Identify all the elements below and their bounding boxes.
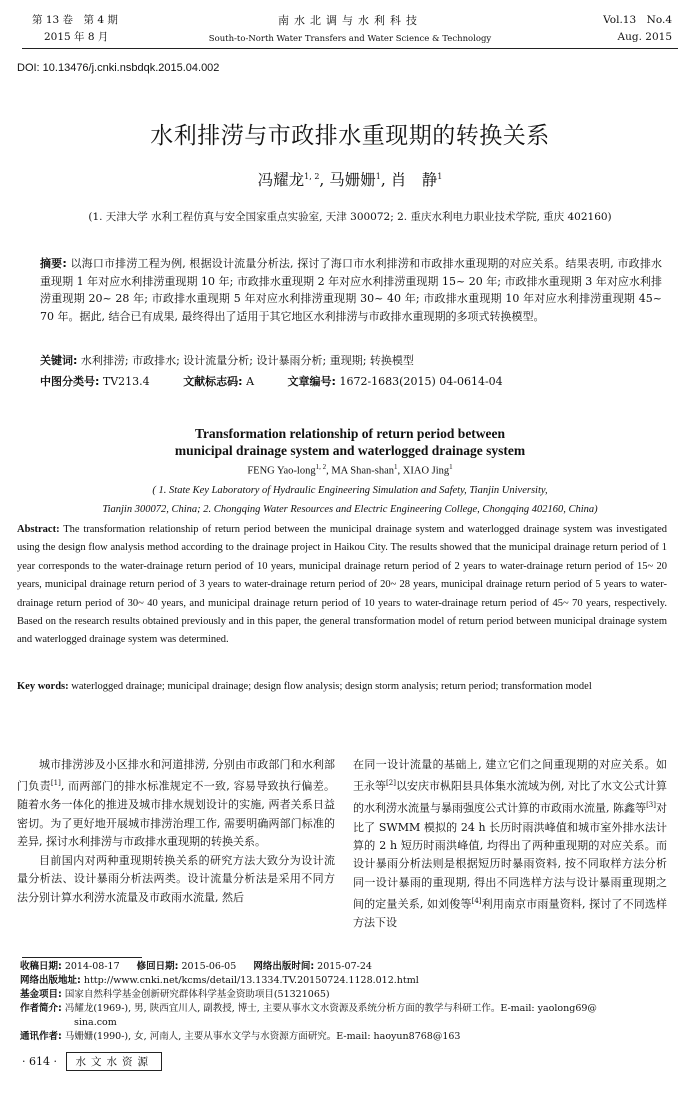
article-no-label: 文章编号: <box>287 375 336 388</box>
keywords-cn-label: 关键词: <box>40 354 78 367</box>
author-1-affil: 1, 2 <box>304 171 320 181</box>
author-2: 马姗姗 <box>329 171 376 189</box>
english-title <box>0 425 700 459</box>
journal-section-box: 水文水资源 <box>66 1052 162 1071</box>
clc-label: 中图分类号: <box>40 375 100 388</box>
keywords-en <box>17 678 667 696</box>
online-url-line: 网络出版地址: http://www.cnki.net/kcms/detail/13.1334.TV.20150724.1128.012.html <box>20 975 419 986</box>
online-url[interactable]: http://www.cnki.net/kcms/detail/13.1334.TV.20150724.1128.012.html <box>83 975 419 986</box>
footnote-rule <box>22 957 142 958</box>
english-authors: FENG Yao-long$^{1, 2}$, MA Shan-shan$^1$, XIAO Jing$^1$ <box>247 463 453 477</box>
issue-date-en: Aug. 2015 <box>617 31 672 43</box>
clc-value: TV213.4 <box>102 375 150 388</box>
body-paragraph-3: 在同一设计流量的基础上, 建立它们之间重现期的对应关系。如王永等[2]以安庆市枞阳县具体集水流域为例, 对比了水文公式计算的水利涝水流量与暴雨强度公式计算的市政雨水流量, 陈鑫等[3]对比了 SWMM 模拟的 24 h 长历时雨洪峰值和城市室外排水法计算的 2 h 短历时雨洪峰值, 均得出了两种重现期的对应关系。而设计暴雨分析法则是根据短历时暴雨资料, 按不同取样方法分析同一设计暴雨的重现期, 得出不同选样方法与设计暴雨重现期之间的定量关系, 如刘俊等[4]利用南京市雨量资料, 探讨了不同选样方法下设 <box>353 758 668 930</box>
abstract-cn-label: 摘要: <box>40 257 67 270</box>
dates-line: 收稿日期: 2014-08-17 修回日期: 2015-06-05 网络出版时间: 2015-07-24 <box>20 961 372 972</box>
keywords-en-label: Key words: <box>17 681 69 692</box>
citation-4: [4] <box>471 897 482 906</box>
abstract-en <box>17 521 667 650</box>
footnotes <box>20 960 670 1044</box>
doc-code-value: A <box>246 375 255 388</box>
doi[interactable]: DOI: 10.13476/j.cnki.nsbdqk.2015.04.002 <box>17 62 220 74</box>
author-bio-email-cont: sina.com <box>74 1017 117 1028</box>
keywords-cn <box>40 352 662 370</box>
author-1: 冯耀龙 <box>257 171 305 189</box>
journal-name-en: South-to-North Water Transfers and Water Science & Technology <box>208 34 492 44</box>
keywords-cn-text: 水利排涝; 市政排水; 设计流量分析; 设计暴雨分析; 重现期; 转换模型 <box>80 354 414 367</box>
body-paragraph-1: 城市排涝涉及小区排水和河道排涝, 分别由市政部门和水利部门负责[1], 而两部门的排水标准规定不一致, 容易导致执行偏差。随着水务一体化的推进及城市排水规划设计的实施, 两者关系日益密切。为了更好地开展城市排涝治理工作, 需要明确两部门标准的差异, 探讨水利排涝与市政排水重现期的转换关系。 <box>17 758 335 849</box>
body-paragraph-2: 目前国内对两种重现期转换关系的研究方法大致分为设计流量分析法、设计暴雨分析法两类。设计流量分析法是采用不同方法分别计算水利涝水流量及市政雨水流量, 然后 <box>17 853 335 904</box>
english-title-line-2: municipal drainage system and waterlogged drainage system <box>174 443 526 458</box>
footer <box>22 1052 162 1071</box>
author-3-affil: 1 <box>437 171 443 181</box>
english-affiliation-line-2: Tianjin 300072, China; 2. Chongqing Water Resources and Electric Engineering College, Chongqing 402160, China) <box>102 504 598 515</box>
header-rule <box>22 48 678 49</box>
page-number: · 614 · <box>22 1055 57 1068</box>
keywords-en-text: waterlogged drainage; municipal drainage; design flow analysis; design storm analysis; return period; transformation model <box>71 681 592 692</box>
classification-line <box>40 373 662 391</box>
author-2-affil: 1 <box>375 171 381 181</box>
abstract-en-text: The transformation relationship of return period between the municipal drainage system and waterlogged drainage system was investigated using the design flow analysis method according to the drainage project in Haikou City. The results showed that the municipal drainage return period of 1 year corresponds to the water-drainage return period of 10 years, municipal drainage return period of 2 years to water-drainage return period of 15~ 20 years, municipal drainage return period of 3 years to water-drainage return period of 20~ 28 years, municipal drainage return period of 5 years to water-drainage return period of 30~ 40 years, and municipal drainage return period of 10 years to water-drainage return period of 45~ 70 years, respectively. Based on the research results obtained previously and in this paper, the general transformation model of return period between municipal drainage system and waterlogged drainage system was determined. <box>17 524 667 646</box>
authors: 冯耀龙$^{1, 2}$, 马姗姗$^1$, 肖 静$^1$ <box>257 171 443 189</box>
fund-line: 基金项目: 国家自然科学基金创新研究群体科学基金资助项目(51321065) <box>20 989 330 1000</box>
abstract-en-label: Abstract: <box>17 524 60 535</box>
citation-3: [3] <box>646 801 656 810</box>
citation-1: [1] <box>50 779 61 788</box>
body-left-column <box>17 756 335 907</box>
page-title: 水利排涝与市政排水重现期的转换关系 <box>150 123 550 149</box>
corresponding-author-line: 通讯作者: 马姗姗(1990-), 女, 河南人, 主要从事水文学与水资源方面研究。E-mail: haoyun8768@163 <box>20 1031 461 1042</box>
journal-name-cn: 南水北调与水利科技 <box>278 14 422 27</box>
doc-code-label: 文献标志码: <box>183 375 243 388</box>
body-right-column <box>353 756 667 933</box>
affiliation: (1. 天津大学 水利工程仿真与安全国家重点实验室, 天津 300072; 2. 重庆水利电力职业技术学院, 重庆 402160) <box>88 211 612 223</box>
article-no-value: 1672-1683(2015) 04-0614-04 <box>339 375 503 388</box>
citation-2: [2] <box>386 779 396 788</box>
volume-number-en: Vol.13 No.4 <box>603 14 672 26</box>
volume-issue: 第 13 卷 第 4 期 <box>32 14 118 26</box>
author-3: 肖 静 <box>390 171 438 189</box>
english-affiliation-line-1: ( 1. State Key Laboratory of Hydraulic Engineering Simulation and Safety, Tianjin University, <box>152 485 548 496</box>
author-bio-line: 作者简介: 冯耀龙(1969-), 男, 陕西宜川人, 副教授, 博士, 主要从事水文水资源及系统分析方面的教学与科研工作。E-mail: yaolong69@ <box>20 1003 597 1014</box>
issue-date: 2015 年 8 月 <box>44 31 109 43</box>
abstract-cn-text: 以海口市排涝工程为例, 根据设计流量分析法, 探讨了海口市水利排涝和市政排水重现期的对应关系。结果表明, 市政排水重现期 1 年对应水利排涝重现期 10 年; 市政排水重现期 2 年对应水利排涝重现期 15~ 20 年; 市政排水重现期 3 年对应水利排涝重现期 20~ 28 年; 市政排水重现期 5 年对应水利排涝重现期 30~ 40 年; 市政排水重现期 10 年对应水利排涝重现期 45~ 70 年。据此, 结合已有成果, 最终得出了适用于其它地区水利排涝与市政排水重现期的多项式转换模型。 <box>40 257 662 323</box>
abstract-cn <box>40 255 662 325</box>
english-title-line-1: Transformation relationship of return period between <box>194 426 506 441</box>
